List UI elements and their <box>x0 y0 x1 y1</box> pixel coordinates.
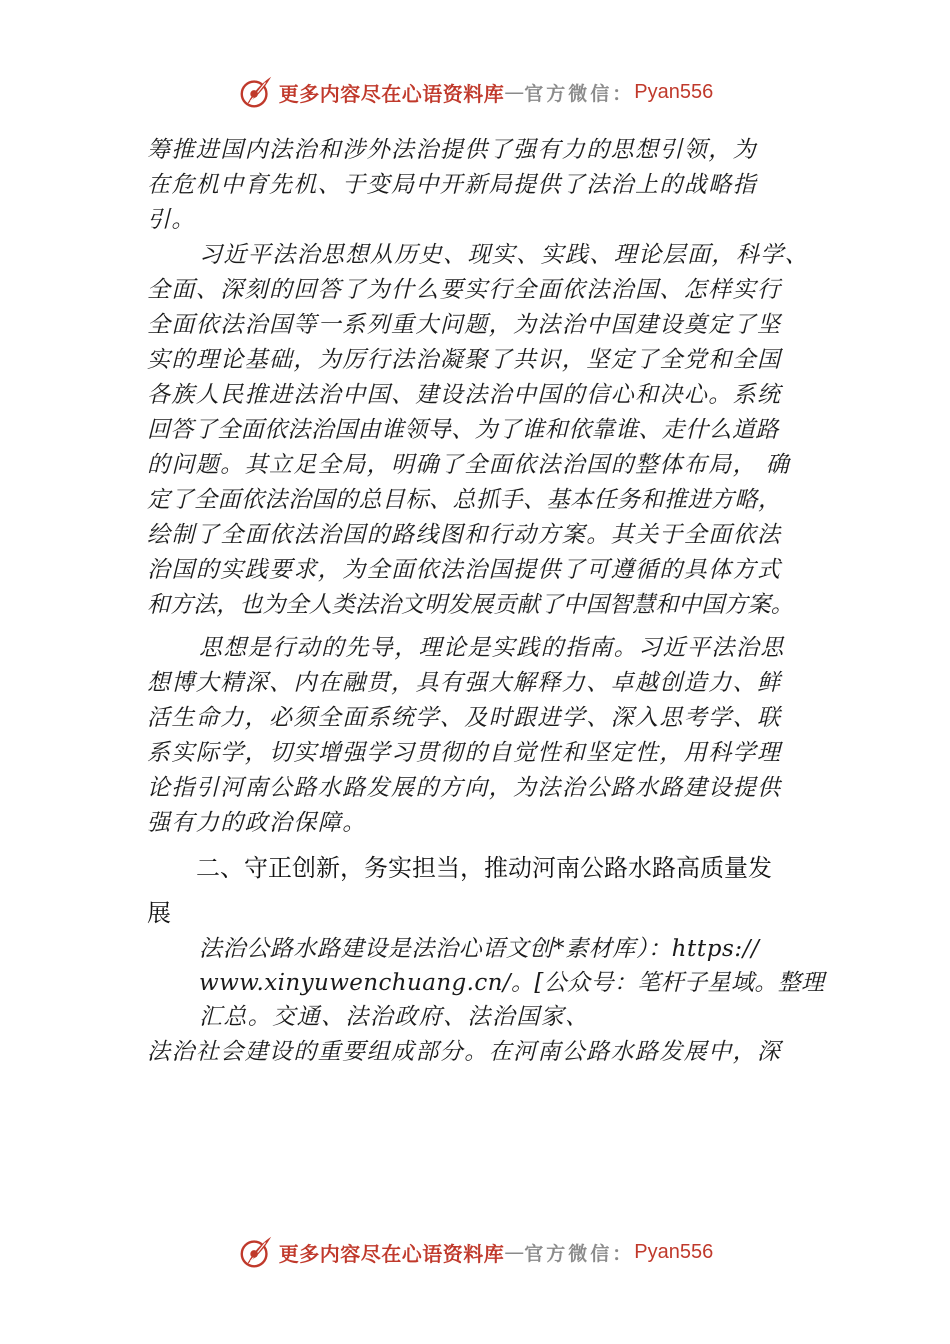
banner-wechat-label: 官方微信： <box>524 82 635 105</box>
body-line: 想博大精深、内在融贯，具有强大解释力、卓越创造力、鲜 <box>147 670 782 696</box>
tail-line: 法治公路水路建设是法治心语文创*素材库）：https:// <box>199 936 760 962</box>
body-line: 筹推进国内法治和涉外法治提供了强有力的思想引领，为 <box>147 137 757 163</box>
tail-line: www.xinyuwenchuang.cn/。[公众号：笔杆子星域。整理 <box>199 970 825 996</box>
footer-banner <box>0 1232 950 1272</box>
body-line: 活生命力，必须全面系统学、及时跟进学、深入思考学、联 <box>147 705 782 731</box>
banner-dash: — <box>504 1240 525 1264</box>
tail-line: 汇总。交通、法治政府、法治国家、 <box>199 1004 590 1030</box>
body-line: 系实际学，切实增强学习贯彻的自觉性和坚定性，用科学理 <box>147 740 782 766</box>
banner-wechat-id: Pyan556 <box>634 80 714 103</box>
body-line: 绘制了全面依法治国的路线图和行动方案。其关于全面依法 <box>147 522 782 548</box>
banner-site-name: 更多内容尽在心语资料库 <box>278 81 505 106</box>
body-line: 习近平法治思想从历史、现实、实践、理论层面，科学、 <box>199 242 809 268</box>
feather-pen-logo-icon <box>237 1233 275 1271</box>
banner-site-name: 更多内容尽在心语资料库 <box>278 1241 505 1266</box>
body-line: 论指引河南公路水路发展的方向，为法治公路水路建设提供 <box>147 775 782 801</box>
body-line: 思想是行动的先导，理论是实践的指南。习近平法治思 <box>199 635 785 661</box>
tail-line: 法治社会建设的重要组成部分。在河南公路水路发展中，深 <box>147 1039 782 1065</box>
body-line: 强有力的政治保障。 <box>147 810 367 836</box>
body-line: 定了全面依法治国的总目标、总抓手、基本任务和推进方略， <box>147 487 782 513</box>
header-banner <box>0 72 950 112</box>
feather-pen-logo-icon <box>237 73 275 111</box>
section-heading: 二、守正创新，务实担当，推动河南公路水路高质量发 <box>196 854 772 882</box>
body-line: 在危机中育先机、于变局中开新局提供了法治上的战略指 <box>147 172 757 198</box>
body-line: 的问题。其立足全局，明确了全面依法治国的整体布局， 确 <box>147 452 791 478</box>
banner-dash: — <box>504 80 525 104</box>
body-line: 全面依法治国等一系列重大问题，为法治中国建设奠定了坚 <box>147 312 782 338</box>
body-line: 实的理论基础，为厉行法治凝聚了共识，坚定了全党和全国 <box>147 347 782 373</box>
body-line: 回答了全面依法治国由谁领导、为了谁和依靠谁、走什么道路 <box>147 417 779 443</box>
body-line: 和方法，也为全人类法治文明发展贡献了中国智慧和中国方案。 <box>147 592 794 618</box>
body-line: 治国的实践要求，为全面依法治国提供了可遵循的具体方式 <box>147 557 782 583</box>
section-heading-continued: 展 <box>147 899 171 927</box>
banner-wechat-id: Pyan556 <box>634 1240 714 1263</box>
body-line: 引。 <box>147 207 196 233</box>
banner-wechat-label: 官方微信： <box>524 1242 635 1265</box>
body-line: 全面、深刻的回答了为什么要实行全面依法治国、怎样实行 <box>147 277 782 303</box>
body-line: 各族人民推进法治中国、建设法治中国的信心和决心。系统 <box>147 382 782 408</box>
